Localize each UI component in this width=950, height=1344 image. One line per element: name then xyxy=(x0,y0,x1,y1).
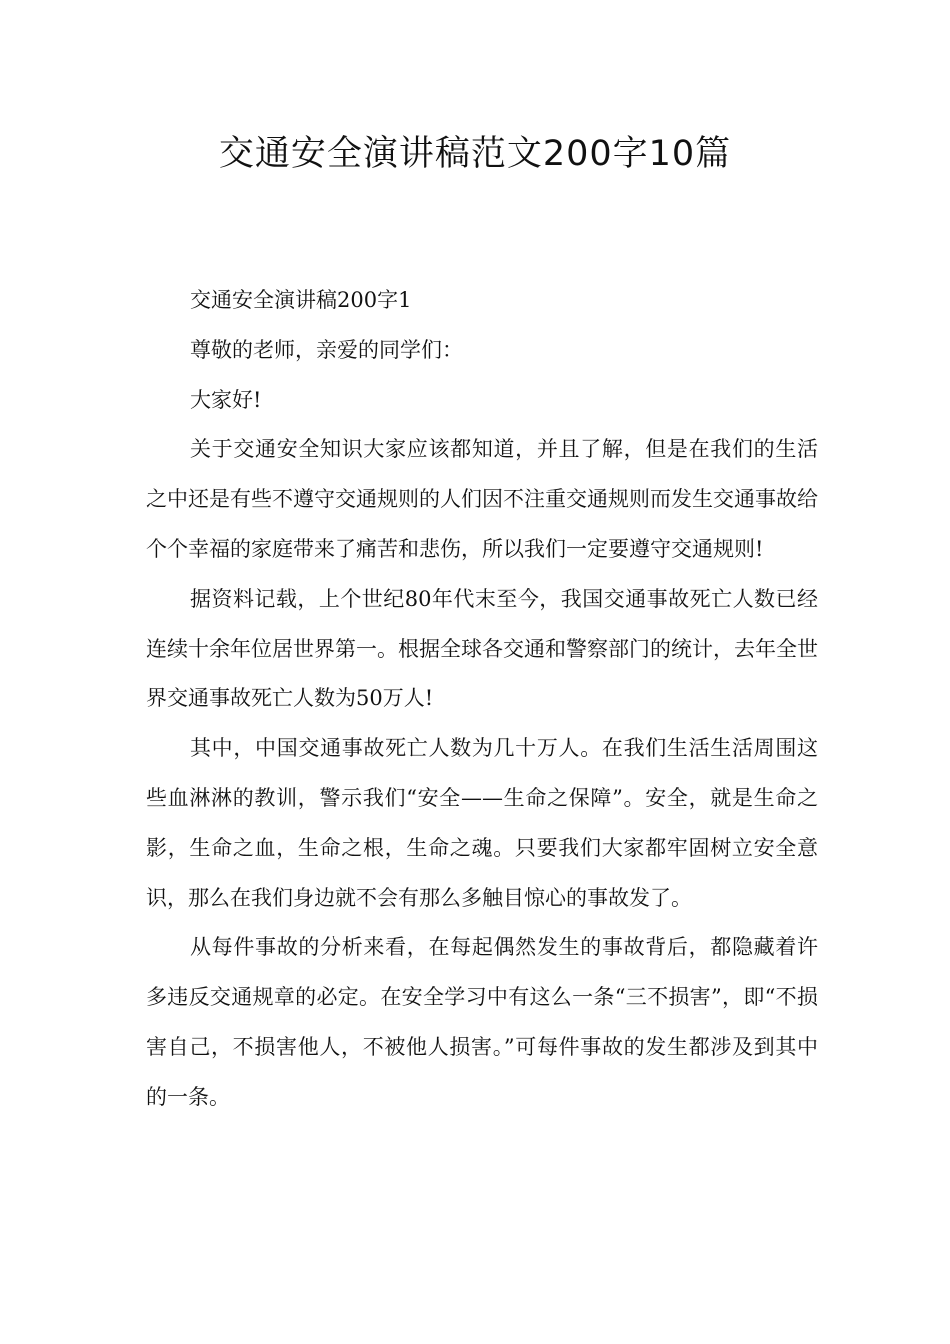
body-paragraph: 从每件事故的分析来看，在每起偶然发生的事故背后，都隐藏着许多违反交通规章的必定。在安全学习中有这么一条“三不损害”，即“不损害自己，不损害他人，不被他人损害。”可每件事故的发生都涉及到其中的一条。 xyxy=(146,935,818,1109)
salutation: 尊敬的老师，亲爱的同学们： xyxy=(190,337,463,362)
document-body xyxy=(146,276,818,1123)
greeting: 大家好! xyxy=(190,387,262,412)
body-paragraph: 关于交通安全知识大家应该都知道，并且了解，但是在我们的生活之中还是有些不遵守交通规则的人们因不注重交通规则而发生交通事故给个个幸福的家庭带来了痛苦和悲伤，所以我们一定要遵守交通规则! xyxy=(146,437,818,561)
body-paragraph: 据资料记载，上个世纪80年代末至今，我国交通事故死亡人数已经连续十余年位居世界第一。根据全球各交通和警察部门的统计，去年全世界交通事故死亡人数为50万人! xyxy=(146,586,818,711)
document-title: 交通安全演讲稿范文200字10篇 xyxy=(218,134,732,174)
body-paragraph: 其中，中国交通事故死亡人数为几十万人。在我们生活生活周围这些血淋淋的教训，警示我们“安全——生命之保障”。安全，就是生命之影，生命之血，生命之根，生命之魂。只要我们大家都牢固树立安全意识，那么在我们身边就不会有那么多触目惊心的事故发了。 xyxy=(146,736,818,910)
section-heading: 交通安全演讲稿200字1 xyxy=(190,288,412,312)
